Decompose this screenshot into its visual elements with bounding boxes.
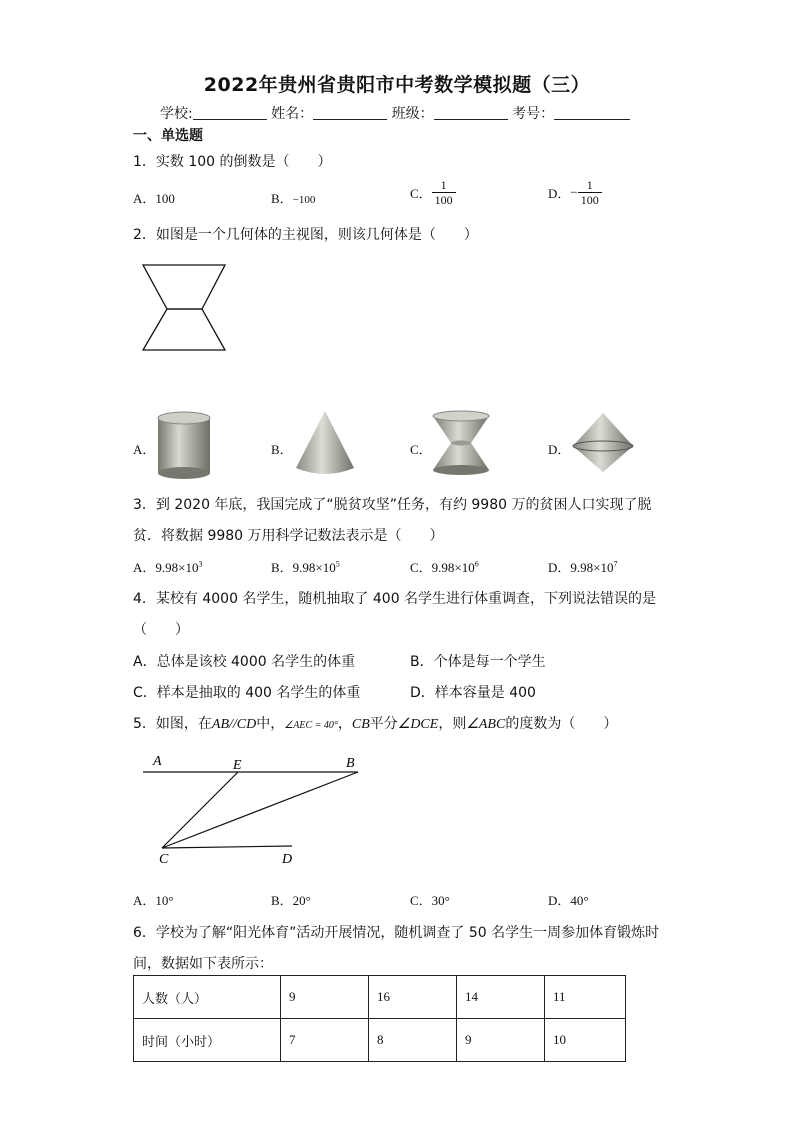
- double-cone-shape-icon: [570, 410, 636, 476]
- q2-option-b: B．: [271, 442, 293, 457]
- point-label-b: B: [346, 756, 355, 771]
- q2-option-c: C．: [410, 442, 432, 457]
- cylinder-shape-icon: [155, 410, 213, 480]
- table-cell: 9: [281, 976, 369, 1019]
- class-label: 班级：: [391, 106, 434, 122]
- point-label-a: A: [153, 754, 162, 769]
- name-blank[interactable]: [313, 105, 387, 120]
- q6-stem-line1: 6．学校为了解“阳光体育”活动开展情况，随机调查了 50 名学生一周参加体育锻炼时: [133, 925, 660, 941]
- q6-data-table: [133, 975, 626, 1062]
- student-info-line: [160, 103, 630, 123]
- table-cell: 11: [545, 976, 626, 1019]
- q5-stem: 5．如图，在AB//CD中，∠AEC = 40°，CB平分∠DCE，则∠ABC的度数为（ ）: [133, 716, 618, 732]
- q4-option-c: C．样本是抽取的 400 名学生的体重: [133, 685, 361, 701]
- q5-geometry-figure: [140, 750, 370, 870]
- q3-stem-line1: 3．到 2020 年底，我国完成了“脱贫攻坚”任务，有约 9980 万的贫困人口实现了脱: [133, 497, 652, 513]
- table-row: [134, 1019, 626, 1062]
- q1-option-a: A．100: [133, 191, 175, 206]
- q2-front-view-figure: [140, 262, 230, 354]
- school-blank[interactable]: [193, 105, 267, 120]
- id-label: 考号：: [512, 106, 555, 122]
- table-cell: 人数（人）: [134, 976, 281, 1019]
- q2-option-d: D．: [548, 442, 571, 457]
- q1-option-d: D．− $\frac{1}{100}$: [548, 178, 602, 207]
- q6-stem-line2: 间，数据如下表所示：: [133, 956, 273, 972]
- q3-option-b: B．$9.98\times 10^5$: [271, 559, 340, 575]
- q4-option-d: D．样本容量是 400: [410, 685, 536, 701]
- q1-option-d-fraction: $\frac{1}{100}$: [578, 178, 602, 207]
- q5-option-c: C．30°: [410, 893, 450, 908]
- q4-option-b: B．个体是每一个学生: [410, 654, 546, 670]
- q3-option-d: D．$9.98\times 10^7$: [548, 559, 618, 575]
- point-label-e: E: [233, 758, 242, 773]
- id-blank[interactable]: [554, 105, 630, 120]
- q1-option-c: C． $\frac{1}{100}$: [410, 178, 456, 207]
- table-cell: 时间（小时）: [134, 1019, 281, 1062]
- hourglass-shape-icon: [430, 408, 492, 478]
- class-blank[interactable]: [434, 105, 508, 120]
- section-heading: 一、单选题: [133, 128, 203, 144]
- table-row: [134, 976, 626, 1019]
- q5-option-b: B．20°: [271, 893, 311, 908]
- table-cell: 10: [545, 1019, 626, 1062]
- table-cell: 8: [369, 1019, 457, 1062]
- q4-stem-line2: （ ）: [133, 622, 189, 638]
- name-label: 姓名：: [271, 106, 314, 122]
- table-cell: 9: [457, 1019, 545, 1062]
- q5-option-d: D．40°: [548, 893, 589, 908]
- q1-option-b: B．−100: [271, 191, 316, 206]
- q2-option-a: A．: [133, 442, 156, 457]
- q3-stem-line2: 贫．将数据 9980 万用科学记数法表示是（ ）: [133, 528, 444, 544]
- q4-option-a: A．总体是该校 4000 名学生的体重: [133, 654, 356, 670]
- table-cell: 16: [369, 976, 457, 1019]
- point-label-d: D: [282, 852, 293, 867]
- table-cell: 7: [281, 1019, 369, 1062]
- table-cell: 14: [457, 976, 545, 1019]
- q3-option-c: C．$9.98\times 10^6$: [410, 559, 479, 575]
- q3-option-a: A．$9.98\times 10^3$: [133, 559, 203, 575]
- q1-option-c-fraction: $\frac{1}{100}$: [432, 178, 456, 207]
- q4-stem-line1: 4．某校有 4000 名学生，随机抽取了 400 名学生进行体重调查，下列说法错误的是: [133, 591, 657, 607]
- q1-stem: 1．实数 100 的倒数是（ ）: [133, 154, 332, 170]
- school-label: 学校:: [160, 106, 193, 122]
- q5-option-a: A．10°: [133, 893, 174, 908]
- point-label-c: C: [159, 852, 169, 867]
- q2-stem: 2．如图是一个几何体的主视图，则该几何体是（ ）: [133, 227, 478, 243]
- page-title: 2022年贵州省贵阳市中考数学模拟题（三）: [203, 74, 591, 96]
- cone-shape-icon: [293, 408, 357, 478]
